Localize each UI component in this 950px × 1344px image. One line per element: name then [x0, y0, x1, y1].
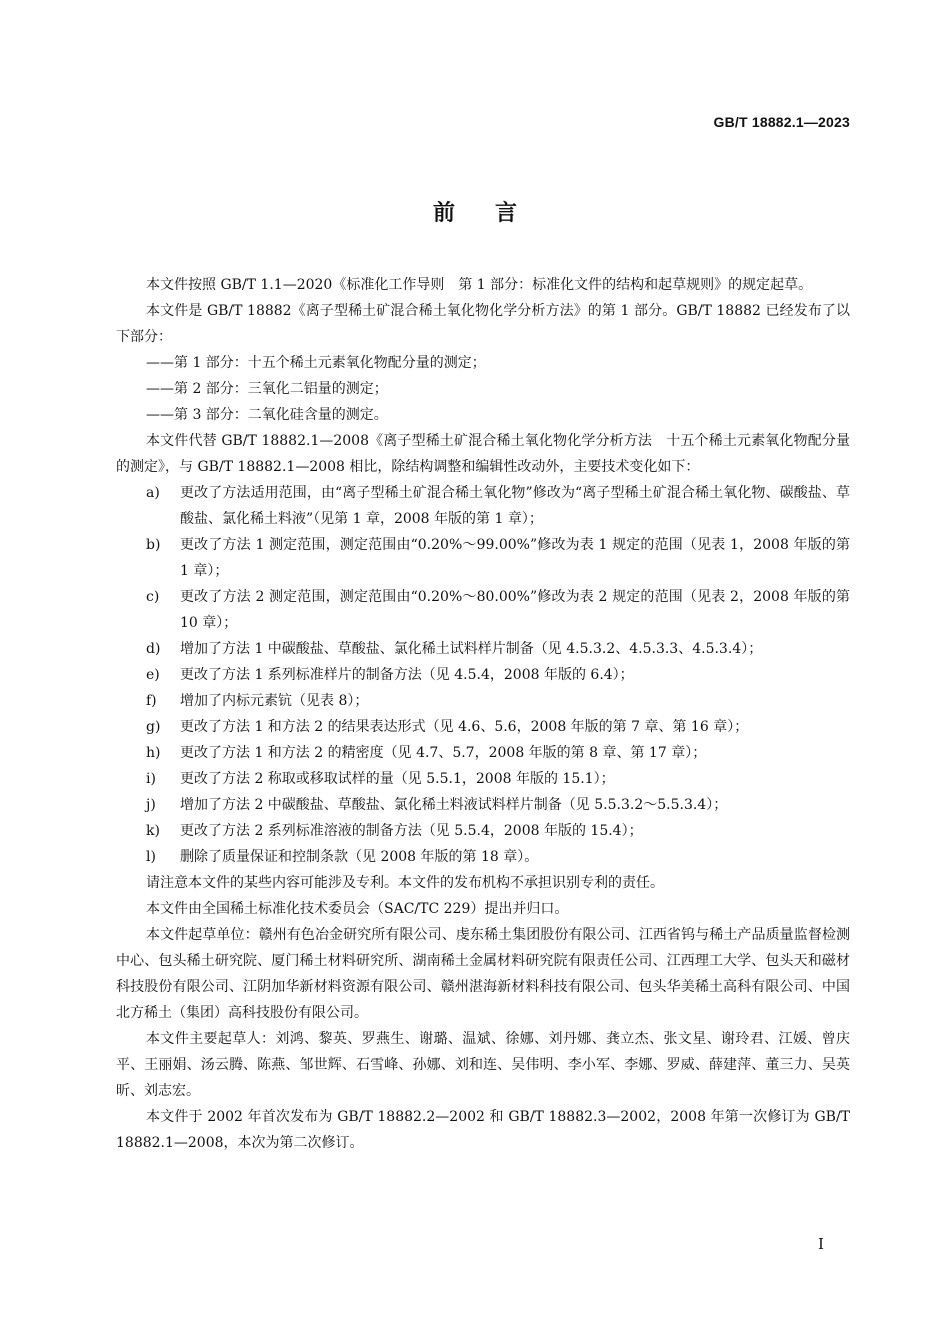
change-text: 删除了质量保证和控制条款（见 2008 年版的第 18 章）。	[180, 849, 539, 865]
change-label: k)	[146, 823, 160, 839]
change-text: 更改了方法 1 和方法 2 的结果表达形式（见 4.6、5.6，2008 年版的第 7 章、第 16 章）；	[180, 719, 749, 735]
change-text: 更改了方法 1 系列标准样片的制备方法（见 4.5.4，2008 年版的 6.4）；	[180, 667, 634, 683]
part-item: ——第 2 部分：三氧化二铝量的测定；	[146, 381, 388, 397]
change-item	[116, 662, 850, 688]
change-text: 更改了方法 2 系列标准溶液的制备方法（见 5.5.4，2008 年版的 15.4）；	[180, 823, 643, 839]
part-item: ——第 3 部分：二氧化硅含量的测定。	[146, 407, 388, 423]
change-text: 增加了方法 1 中碳酸盐、草酸盐、氯化稀土试料样片制备（见 4.5.3.2、4.5.3.3、4.5.3.4）；	[180, 641, 763, 657]
change-text: 增加了方法 2 中碳酸盐、草酸盐、氯化稀土料液试料样片制备（见 5.5.3.2～5.5.3.4）；	[180, 797, 728, 813]
paragraph-drafting-rules: 本文件按照 GB/T 1.1—2020《标准化工作导则 第 1 部分：标准化文件的结构和起草规则》的规定起草。	[146, 277, 813, 293]
change-text: 更改了方法 2 称取或移取试样的量（见 5.5.1，2008 年版的 15.1）；	[180, 771, 615, 787]
paragraph-replaces: 本文件代替 GB/T 18882.1—2008《离子型稀土矿混合稀土氧化物化学分析方法 十五个稀土元素氧化物配分量的测定》，与 GB/T 18882.1—2008 相比，除结构调整和编辑性改动外，主要技术变化如下：	[116, 433, 850, 475]
change-text: 更改了方法 2 测定范围，测定范围由“0.20%～80.00%”修改为表 2 规定的范围（见表 2，2008 年版的第 10 章）；	[180, 589, 850, 631]
change-item	[116, 714, 850, 740]
change-label: d)	[146, 641, 161, 657]
paragraph-drafting-units: 本文件起草单位：赣州有色冶金研究所有限公司、虔东稀土集团股份有限公司、江西省钨与稀土产品质量监督检测中心、包头稀土研究院、厦门稀土材料研究所、湖南稀土金属材料研究院有限责任公司、江西理工大学、包头天和磁材科技股份有限公司、江阴加华新材料资源有限公司、赣州湛海新材料科技有限公司、包头华美稀土高科有限公司、中国北方稀土（集团）高科技股份有限公司。	[116, 927, 850, 1021]
page-number: I	[818, 1235, 824, 1253]
change-text: 增加了内标元素钪（见表 8）；	[180, 693, 369, 709]
change-item	[116, 688, 850, 714]
change-label: e)	[146, 667, 160, 683]
change-item	[116, 818, 850, 844]
paragraph-proposer: 本文件由全国稀土标准化技术委员会（SAC/TC 229）提出并归口。	[146, 901, 569, 917]
part-item: ——第 1 部分：十五个稀土元素氧化物配分量的测定；	[146, 355, 486, 371]
change-label: h)	[146, 745, 161, 761]
document-body	[116, 272, 850, 1156]
change-item	[116, 532, 850, 584]
change-label: c)	[146, 589, 160, 605]
change-item	[116, 766, 850, 792]
change-item	[116, 844, 850, 870]
change-label: j)	[146, 797, 156, 813]
change-label: a)	[146, 485, 160, 501]
change-label: i)	[146, 771, 156, 787]
page-title: 前言	[432, 201, 557, 226]
change-item	[116, 480, 850, 532]
change-label: f)	[146, 693, 157, 709]
change-label: g)	[146, 719, 161, 735]
paragraph-drafters: 本文件主要起草人：刘鸿、黎英、罗燕生、谢璐、温斌、徐娜、刘丹娜、龚立杰、张文星、谢玲君、江媛、曾庆平、王丽娟、汤云腾、陈燕、邹世辉、石雪峰、孙娜、刘和连、吴伟明、李小军、李娜、罗威、薛建萍、董三力、吴英昕、刘志宏。	[116, 1031, 850, 1099]
change-text: 更改了方法适用范围，由“离子型稀土矿混合稀土氧化物”修改为“离子型稀土矿混合稀土氧化物、碳酸盐、草酸盐、氯化稀土料液”（见第 1 章，2008 年版的第 1 章）；	[180, 485, 850, 527]
paragraph-part-intro: 本文件是 GB/T 18882《离子型稀土矿混合稀土氧化物化学分析方法》的第 1 部分。GB/T 18882 已经发布了以下部分：	[116, 303, 850, 345]
change-text: 更改了方法 1 测定范围，测定范围由“0.20%～99.00%”修改为表 1 规定的范围（见表 1，2008 年版的第 1 章）；	[180, 537, 850, 579]
paragraph-patent-notice: 请注意本文件的某些内容可能涉及专利。本文件的发布机构不承担识别专利的责任。	[146, 875, 664, 891]
change-label: b)	[146, 537, 161, 553]
change-item	[116, 792, 850, 818]
change-item	[116, 740, 850, 766]
change-text: 更改了方法 1 和方法 2 的精密度（见 4.7、5.7，2008 年版的第 8 章、第 17 章）；	[180, 745, 707, 761]
paragraph-history: 本文件于 2002 年首次发布为 GB/T 18882.2—2002 和 GB/T 18882.3—2002，2008 年第一次修订为 GB/T 18882.1—2008，本次为第二次修订。	[116, 1109, 850, 1151]
change-item	[116, 636, 850, 662]
change-label: l)	[146, 849, 156, 865]
standard-number: GB/T 18882.1—2023	[713, 114, 850, 130]
change-item	[116, 584, 850, 636]
